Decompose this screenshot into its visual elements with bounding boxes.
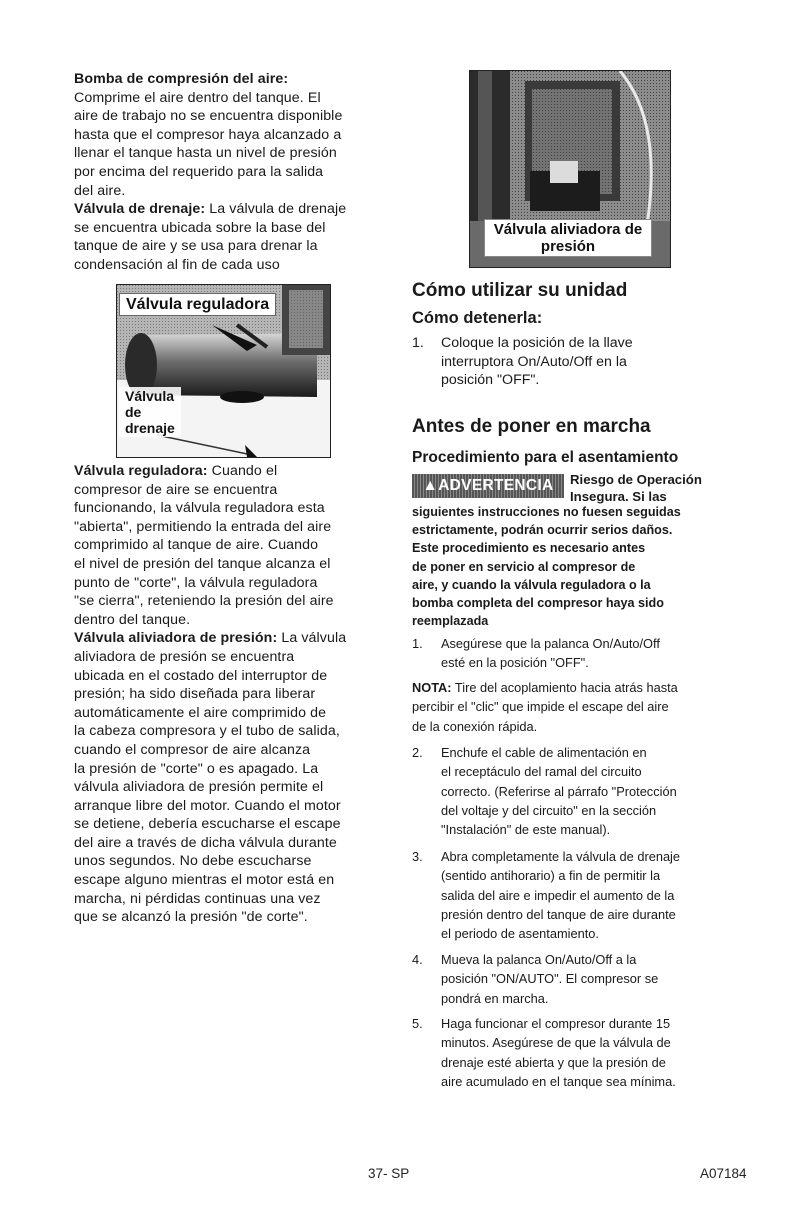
paragraph-relief-valve: Válvula aliviadora de presión: La válvula aliviadora de presión se encuentra ubicada en el costado del interruptor de presión; ha sido diseñada para liberar automáticamente el aire comprimido de la cabeza compresora y el tubo de salida, cuando el compresor de aire alcanza la presión de "corte" o es apagado. La válvula aliviadora de presión permite el arranque libre del motor. Cuando el motor se detiene, debería escucharse el escape del aire a través de dicha válvula durante unos segundos. No debe escucharse escape alguno mientras el motor está en marcha, ni pérdidas continuas una vez que se alcanzó la presión "de corte". bbox=[74, 630, 347, 926]
left-column-lower bbox=[74, 462, 394, 927]
warning-badge: ▲ADVERTENCIA bbox=[412, 474, 564, 498]
left-column bbox=[74, 70, 394, 275]
page-number: 37- SP bbox=[368, 1166, 410, 1181]
warning-text: siguientes instrucciones no fuesen seguidas estrictamente, podrán ocurrir serios daños. Este procedimiento es necesario antes de poner en servicio al compresor de aire, y cuando la válvula reguladora o la bomba completa del compresor haya sido reemplazada bbox=[412, 505, 681, 629]
drain-valve-label: Válvula de drenaje: bbox=[74, 201, 206, 218]
regulator-valve-photo bbox=[116, 284, 331, 458]
regulator-valve-caption: Válvula reguladora bbox=[119, 293, 276, 316]
document-code: A07184 bbox=[700, 1166, 747, 1181]
break-in-step-5: 5. Haga funcionar el compresor durante 15 minutos. Asegúrese de que la válvula de drenaje esté abierta y que la presión de aire acumulado en el tanque sea mínima. bbox=[412, 1016, 676, 1089]
note-text: NOTA: Tire del acoplamiento hacia atrás hasta percibir el "clic" que impide el escape del aire de la conexión rápida. bbox=[412, 680, 678, 734]
break-in-step-4: 4. Mueva la palanca On/Auto/Off a la posición "ON/AUTO". El compresor se pondrá en marcha. bbox=[412, 952, 659, 1006]
relief-valve-caption: Válvula aliviadora de presión bbox=[484, 219, 652, 257]
drain-valve-caption: Válvula de drenaje bbox=[119, 387, 181, 437]
warning-side-text: Riesgo de Operación Insegura. Si las bbox=[570, 472, 702, 504]
break-in-step-3: 3. Abra completamente la válvula de drenaje (sentido antihorario) a fin de permitir la salida del aire e impedir el aumento de la presión dentro del tanque de aire durante el periodo de asentamiento. bbox=[412, 849, 681, 942]
pump-label: Bomba de compresión del aire: bbox=[74, 71, 289, 87]
note-label: NOTA: bbox=[412, 680, 452, 695]
heading-how-to-use: Cómo utilizar su unidad bbox=[412, 280, 628, 301]
paragraph-pump: Bomba de compresión del aire: Comprime el aire dentro del tanque. El aire de trabajo no se encuentra disponible hasta que el compresor haya alcanzado a llenar el tanque hasta un nivel de presión por encima del requerido para la salida del aire. bbox=[74, 71, 343, 199]
heading-break-in-procedure: Procedimiento para el asentamiento bbox=[412, 449, 679, 466]
paragraph-regulator-valve: Válvula reguladora: Cuando el compresor de aire se encuentra funcionando, la válvula reguladora esta "abierta", permitiendo la entrada del aire comprimido al tanque de aire. Cuando el nivel de presión del tanque alcanza el punto de "corte", la válvula reguladora "se cierra", reteniendo la presión del aire dentro del tanque. bbox=[74, 463, 334, 628]
relief-valve-label: Válvula aliviadora de presión: bbox=[74, 630, 278, 647]
relief-valve-photo bbox=[469, 70, 671, 268]
stop-step-1: 1. Coloque la posición de la llave interruptora On/Auto/Off en la posición "OFF". bbox=[412, 335, 633, 389]
paragraph-drain-valve: Válvula de drenaje: La válvula de drenaje se encuentra ubicada sobre la base del tanque de aire y se usa para drenar la condensación al fin de cada uso bbox=[74, 201, 347, 273]
heading-how-to-stop: Cómo detenerla: bbox=[412, 309, 543, 327]
break-in-step-1: 1. Asegúrese que la palanca On/Auto/Off esté en la posición "OFF". bbox=[412, 636, 660, 671]
break-in-step-2: 2. Enchufe el cable de alimentación en el receptáculo del ramal del circuito correcto. (Referirse al párrafo "Protección del voltaje y del circuito" en la sección "Instalación" de este manual). bbox=[412, 745, 677, 838]
regulator-valve-label: Válvula reguladora: bbox=[74, 463, 208, 479]
heading-before-starting: Antes de poner en marcha bbox=[412, 416, 651, 437]
